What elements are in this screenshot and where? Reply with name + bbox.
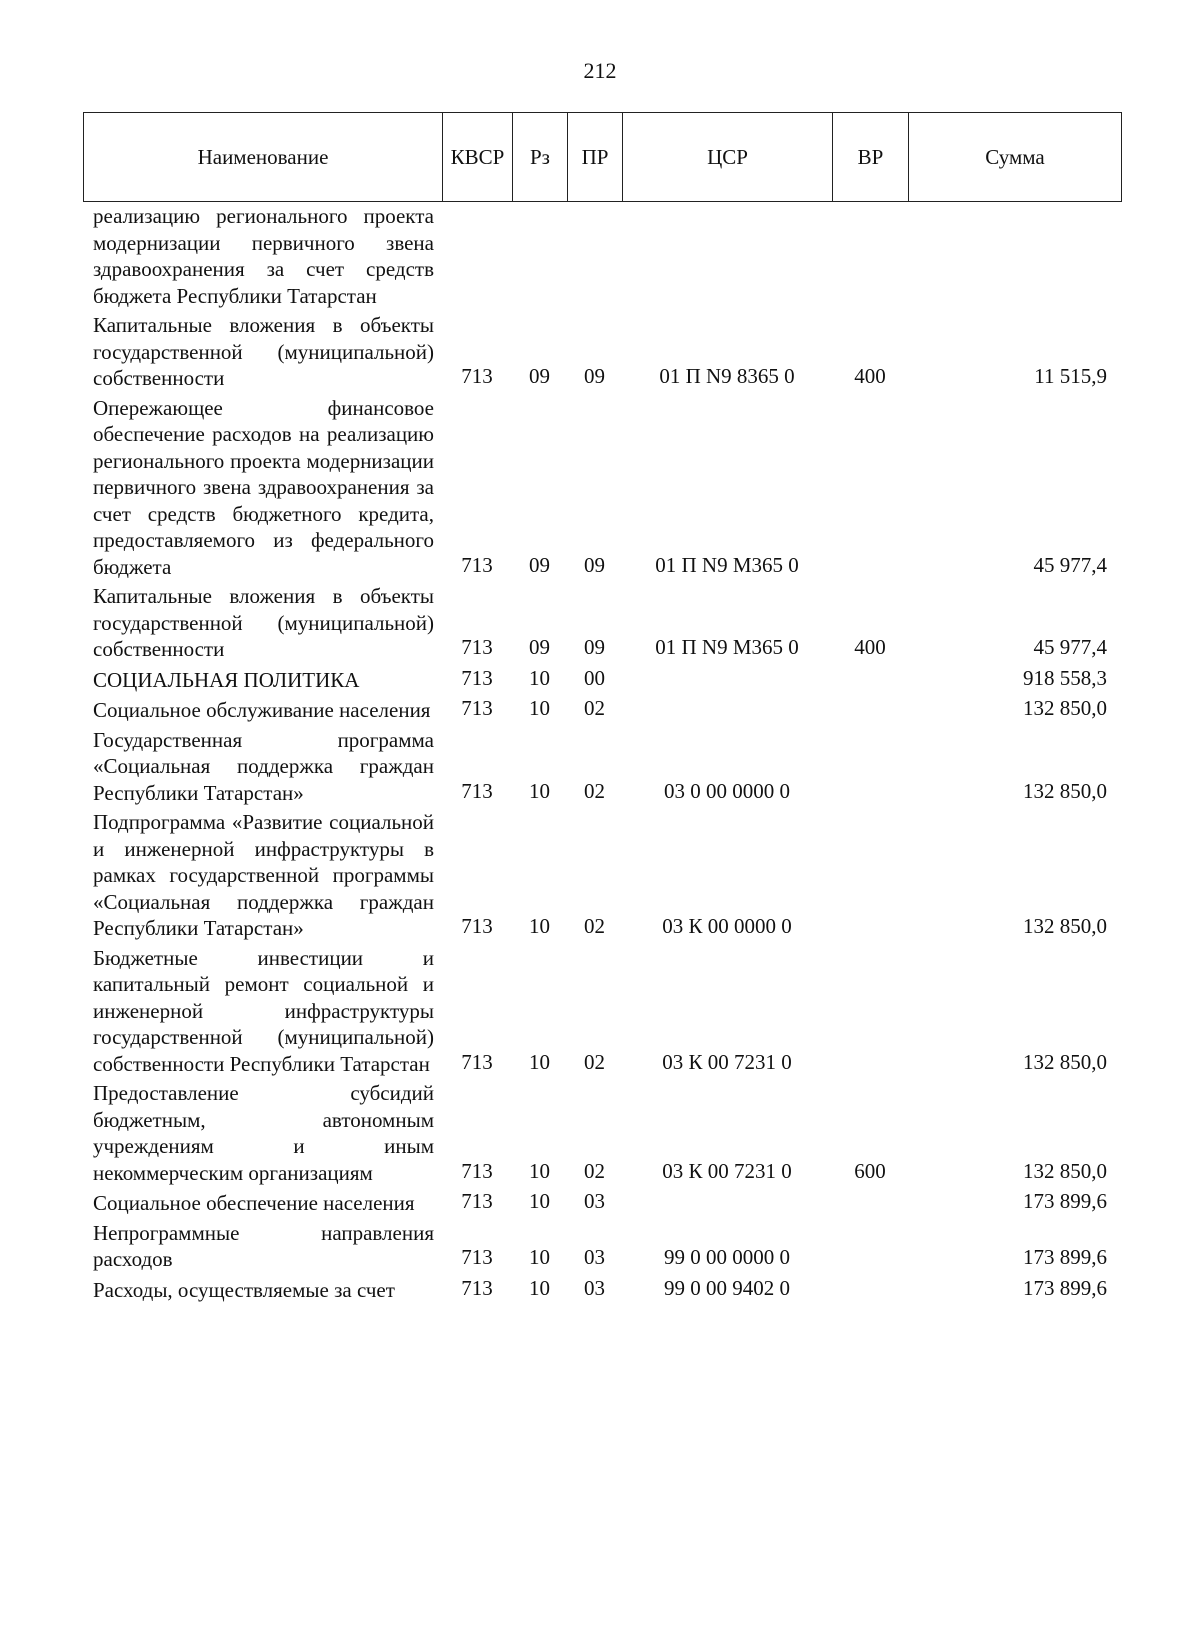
row-pr: 02 [584, 696, 605, 720]
row-pr: 09 [584, 552, 605, 577]
row-tsr: 03 К 00 0000 0 [662, 914, 792, 938]
row-name: реализацию регионального проекта модернизации первичного звена здравоохранения за счет средств бюджета Республики Татарстан [93, 204, 434, 308]
row-rz: 10 [529, 778, 550, 803]
row-name: Подпрограмма «Развитие социальной и инженерной инфраструктуры в рамках государственной программы «Социальная поддержка граждан Республики Татарстан» [93, 810, 434, 940]
row-sum: 173 899,6 [1023, 1275, 1107, 1300]
row-vr [832, 1275, 908, 1306]
row-vr [832, 808, 908, 944]
table-row [83, 1219, 1121, 1275]
row-name: Капитальные вложения в объекты государственной (муниципальной) собственности [93, 313, 434, 390]
row-sum: 45 977,4 [1033, 635, 1107, 659]
row-rz: 10 [529, 1189, 550, 1213]
row-pr: 09 [584, 635, 605, 659]
row-pr: 02 [584, 914, 605, 938]
row-rz: 09 [529, 552, 550, 577]
row-rz: 10 [529, 665, 550, 690]
row-sum: 132 850,0 [1023, 1049, 1107, 1074]
row-vr [832, 726, 908, 809]
row-sum: 918 558,3 [1023, 665, 1107, 690]
row-pr: 03 [584, 1189, 605, 1213]
table-row [83, 1079, 1121, 1188]
row-vr [832, 394, 908, 583]
row-sum: 173 899,6 [1023, 1189, 1107, 1213]
row-rz [512, 203, 567, 311]
row-pr: 02 [584, 1049, 605, 1074]
row-kvsr: 713 [461, 364, 493, 388]
row-pr: 03 [584, 1275, 605, 1300]
row-kvsr: 713 [461, 665, 493, 690]
row-tsr [622, 695, 832, 726]
row-pr: 02 [584, 778, 605, 803]
row-vr: 600 [854, 1158, 886, 1183]
row-rz: 10 [529, 914, 550, 938]
row-kvsr: 713 [461, 778, 493, 803]
row-sum: 173 899,6 [1023, 1245, 1107, 1269]
row-rz: 10 [529, 1158, 550, 1183]
row-vr [832, 1219, 908, 1275]
row-vr [832, 665, 908, 696]
row-pr: 09 [584, 364, 605, 388]
column-header-pr: ПР [568, 113, 623, 202]
row-tsr: 99 0 00 9402 0 [664, 1275, 790, 1300]
row-rz: 10 [529, 1049, 550, 1074]
row-vr: 400 [854, 364, 886, 388]
table-header [83, 112, 1122, 202]
row-tsr: 01 П N9 М365 0 [655, 635, 799, 659]
table-row [83, 582, 1121, 665]
column-header-name: Наименование [84, 113, 443, 202]
row-kvsr: 713 [461, 1275, 493, 1300]
row-kvsr: 713 [461, 635, 493, 659]
row-tsr: 01 П N9 М365 0 [655, 552, 799, 577]
column-header-tsr: ЦСР [623, 113, 833, 202]
row-kvsr: 713 [461, 1189, 493, 1213]
page-number: 212 [583, 58, 617, 83]
row-rz: 09 [529, 635, 550, 659]
table-row [83, 695, 1121, 726]
column-header-vr: ВР [833, 113, 909, 202]
row-name: Бюджетные инвестиции и капитальный ремонт социальной и инженерной инфраструктуры государственной (муниципальной) собственности Республики Татарстан [93, 945, 434, 1076]
column-header-kvsr: КВСР [443, 113, 513, 202]
table-row [83, 726, 1121, 809]
row-name: СОЦИАЛЬНАЯ ПОЛИТИКА [93, 667, 360, 692]
table-row [83, 944, 1121, 1080]
row-kvsr: 713 [461, 1049, 493, 1074]
row-kvsr: 713 [461, 1245, 493, 1269]
row-name: Государственная программа «Социальная поддержка граждан Республики Татарстан» [93, 727, 434, 805]
table-row [83, 808, 1121, 944]
table-row [83, 1275, 1121, 1306]
row-tsr: 99 0 00 0000 0 [664, 1245, 790, 1269]
row-name: Непрограммные направления расходов [93, 1220, 434, 1271]
row-kvsr: 713 [461, 552, 493, 577]
table-row [83, 1188, 1121, 1219]
row-rz: 10 [529, 1245, 550, 1269]
row-sum: 45 977,4 [1033, 552, 1107, 577]
table-row [83, 394, 1121, 583]
row-name: Предоставление субсидий бюджетным, автономным учреждениям и иным некоммерческим организациям [93, 1081, 434, 1185]
row-kvsr [442, 203, 512, 311]
row-name: Социальное обеспечение населения [93, 1191, 415, 1215]
row-sum: 132 850,0 [1023, 1158, 1107, 1183]
table-row [83, 203, 1121, 311]
row-vr [832, 1188, 908, 1219]
column-header-sum: Сумма [909, 113, 1122, 202]
table-row [83, 311, 1121, 394]
row-sum: 132 850,0 [1023, 914, 1107, 938]
row-vr: 400 [854, 635, 886, 659]
row-tsr: 03 К 00 7231 0 [662, 1158, 792, 1183]
row-name: Расходы, осуществляемые за счет [93, 1277, 395, 1302]
row-tsr [622, 665, 832, 696]
row-tsr [622, 1188, 832, 1219]
row-vr [832, 203, 908, 311]
row-name: Капитальные вложения в объекты государственной (муниципальной) собственности [93, 584, 434, 661]
row-rz: 09 [529, 364, 550, 388]
row-sum: 132 850,0 [1023, 696, 1107, 720]
row-kvsr: 713 [461, 1158, 493, 1183]
row-pr: 00 [584, 665, 605, 690]
row-vr [832, 944, 908, 1080]
row-pr: 03 [584, 1245, 605, 1269]
row-tsr [622, 203, 832, 311]
row-tsr: 01 П N9 8365 0 [659, 364, 795, 388]
row-sum [908, 203, 1121, 311]
row-sum: 132 850,0 [1023, 778, 1107, 803]
row-pr: 02 [584, 1158, 605, 1183]
row-tsr: 03 0 00 0000 0 [664, 778, 790, 803]
row-rz: 10 [529, 1275, 550, 1300]
row-sum: 11 515,9 [1034, 364, 1107, 388]
budget-table-body [83, 203, 1121, 1305]
row-vr [832, 695, 908, 726]
row-tsr: 03 К 00 7231 0 [662, 1049, 792, 1074]
row-name: Социальное обслуживание населения [93, 698, 431, 722]
budget-table [83, 203, 1121, 1305]
table-row [83, 665, 1121, 696]
row-kvsr: 713 [461, 696, 493, 720]
row-kvsr: 713 [461, 914, 493, 938]
row-rz: 10 [529, 696, 550, 720]
row-name: Опережающее финансовое обеспечение расходов на реализацию регионального проекта модернизации первичного звена здравоохранения за счет средств бюджетного кредита, предоставляемого из федерального бюджета [93, 395, 434, 579]
row-pr [567, 203, 622, 311]
column-header-rz: Рз [513, 113, 568, 202]
